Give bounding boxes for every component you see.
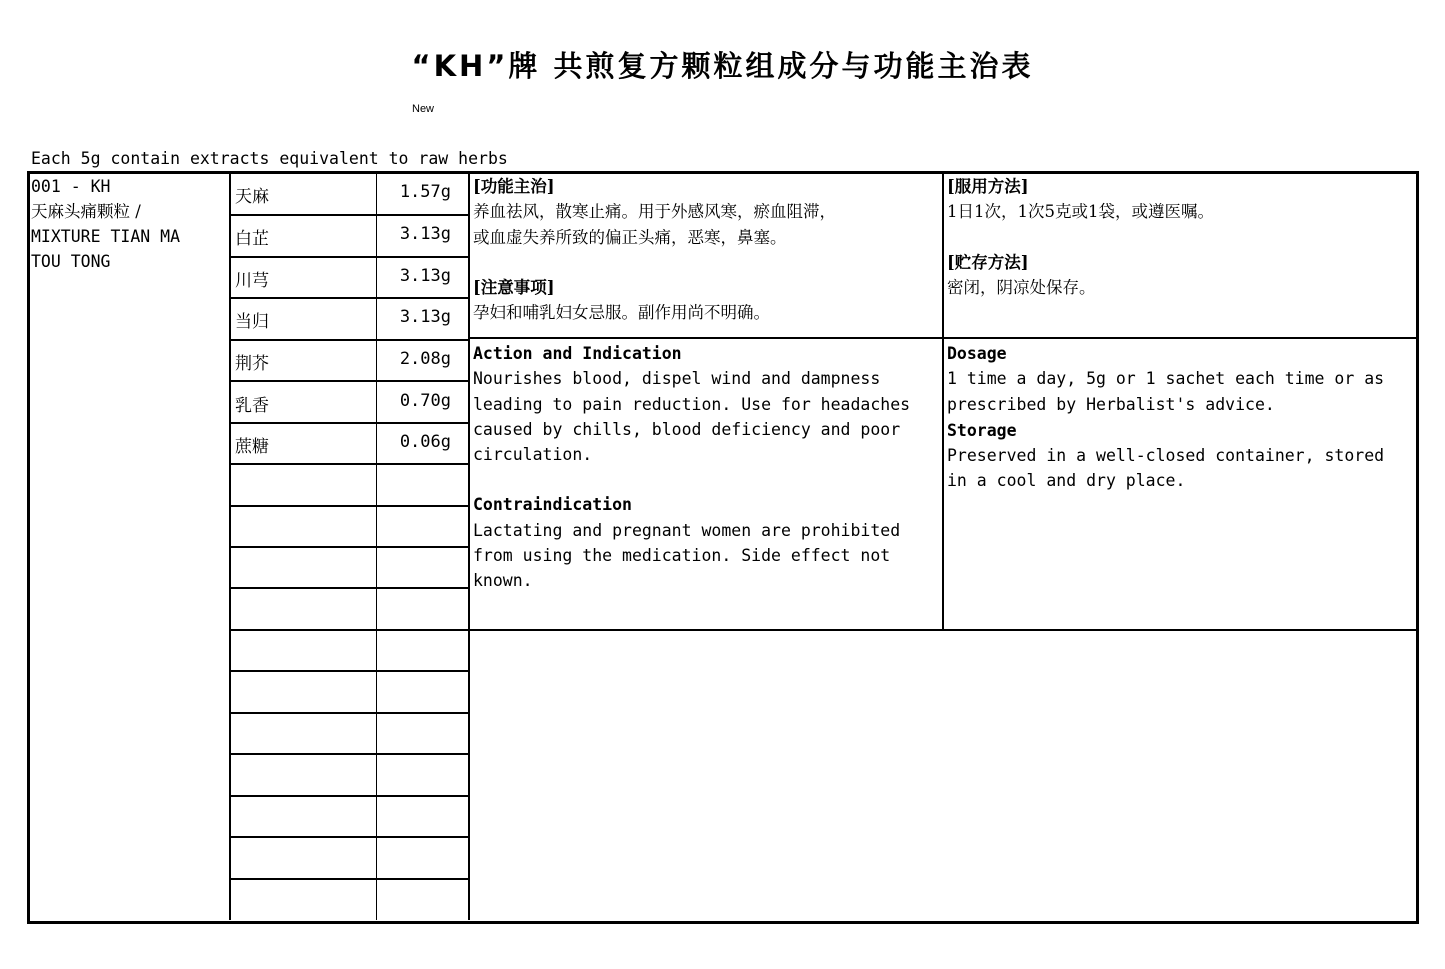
contraindication-en-text: known. bbox=[473, 571, 533, 591]
herb-name: 川芎 bbox=[235, 271, 269, 291]
indication-zh-text: 养血祛风，散寒止痛。用于外感风寒，瘀血阻滞， bbox=[473, 202, 836, 222]
divider bbox=[469, 629, 1416, 631]
indication-zh-text: 或血虚失养所致的偏正头痛，恶寒，鼻塞。 bbox=[473, 227, 787, 247]
herb-name: 乳香 bbox=[235, 396, 269, 416]
indication-en-text: caused by chills, blood deficiency and poor bbox=[473, 419, 901, 439]
herb-row-divider bbox=[230, 629, 469, 631]
herb-row-divider bbox=[230, 712, 469, 714]
product-name-zh: 天麻头痛颗粒 / bbox=[31, 202, 141, 221]
herb-weight: 1.57g bbox=[399, 182, 451, 202]
herb-row bbox=[230, 424, 469, 466]
caution-zh-heading: [注意事项] bbox=[473, 277, 555, 297]
herb-row-divider bbox=[230, 753, 469, 755]
storage-zh-text: 密闭，阴凉处保存。 bbox=[947, 277, 1096, 297]
herb-row-divider bbox=[230, 670, 469, 672]
indication-en-text: Nourishes blood, dispel wind and dampness bbox=[473, 369, 881, 389]
herb-name: 天麻 bbox=[235, 187, 269, 207]
indication-zh bbox=[473, 174, 941, 325]
indication-en-text: leading to pain reduction. Use for headaches bbox=[473, 394, 911, 414]
dosage-en-text: prescribed by Herbalist's advice. bbox=[947, 394, 1275, 414]
storage-en-text: in a cool and dry place. bbox=[947, 471, 1186, 491]
herb-weight: 3.13g bbox=[399, 266, 451, 286]
storage-zh-heading: [贮存方法] bbox=[947, 252, 1029, 272]
indication-zh-heading: [功能主治] bbox=[473, 177, 555, 196]
table-caption: Each 5g contain extracts equivalent to raw herbs bbox=[31, 149, 508, 168]
indication-en bbox=[473, 341, 941, 594]
dosage-en bbox=[947, 341, 1413, 494]
caution-zh-text: 孕妇和哺乳妇女忌服。副作用尚不明确。 bbox=[473, 303, 770, 323]
dosage-en-text: 1 time a day, 5g or 1 sachet each time or as bbox=[947, 369, 1385, 389]
indication-en-heading: Action and Indication bbox=[473, 344, 682, 363]
subtitle-new: New bbox=[412, 103, 435, 115]
herb-row-divider bbox=[230, 795, 469, 797]
herb-name: 荆芥 bbox=[235, 354, 269, 374]
dosage-en-heading: Dosage bbox=[947, 344, 1007, 363]
herb-row bbox=[230, 216, 469, 258]
herb-row bbox=[230, 341, 469, 383]
contraindication-en-text: Lactating and pregnant women are prohibited bbox=[473, 520, 901, 540]
herb-row bbox=[230, 383, 469, 425]
herb-weight: 2.08g bbox=[399, 349, 451, 369]
herb-name: 蔗糖 bbox=[235, 437, 269, 457]
herb-name: 当归 bbox=[235, 312, 269, 332]
herb-row bbox=[230, 258, 469, 300]
storage-en-text: Preserved in a well-closed container, stored bbox=[947, 445, 1385, 465]
indication-en-text: circulation. bbox=[473, 445, 593, 465]
product-code: 001 - KH bbox=[31, 177, 111, 196]
product-name-en: TOU TONG bbox=[31, 252, 111, 271]
herb-row-divider bbox=[230, 587, 469, 589]
herb-row bbox=[230, 299, 469, 341]
herb-row-divider bbox=[230, 546, 469, 548]
product-info bbox=[31, 174, 226, 274]
dosage-zh bbox=[947, 174, 1413, 300]
herb-name: 白芷 bbox=[235, 229, 269, 249]
herb-row-divider bbox=[230, 505, 469, 507]
herb-weight: 0.70g bbox=[399, 391, 451, 411]
herb-weight: 0.06g bbox=[399, 432, 451, 452]
dosage-zh-text: 1日1次，1次5克或1袋，或遵医嘱。 bbox=[947, 202, 1214, 222]
product-name-en: MIXTURE TIAN MA bbox=[31, 227, 181, 246]
contraindication-en-heading: Contraindication bbox=[473, 495, 632, 515]
herb-row-divider bbox=[230, 836, 469, 838]
herb-weight: 3.13g bbox=[399, 224, 451, 244]
page-title: “KH”牌 共煎复方颗粒组成分与功能主治表 bbox=[411, 49, 1034, 83]
dosage-zh-heading: [服用方法] bbox=[947, 177, 1029, 196]
contraindication-en-text: from using the medication. Side effect not bbox=[473, 546, 891, 566]
divider bbox=[942, 174, 944, 631]
herb-row bbox=[230, 174, 469, 216]
storage-en-heading: Storage bbox=[947, 420, 1017, 440]
divider bbox=[469, 337, 1416, 339]
herb-weight: 3.13g bbox=[399, 307, 451, 327]
herb-row-divider bbox=[230, 878, 469, 880]
